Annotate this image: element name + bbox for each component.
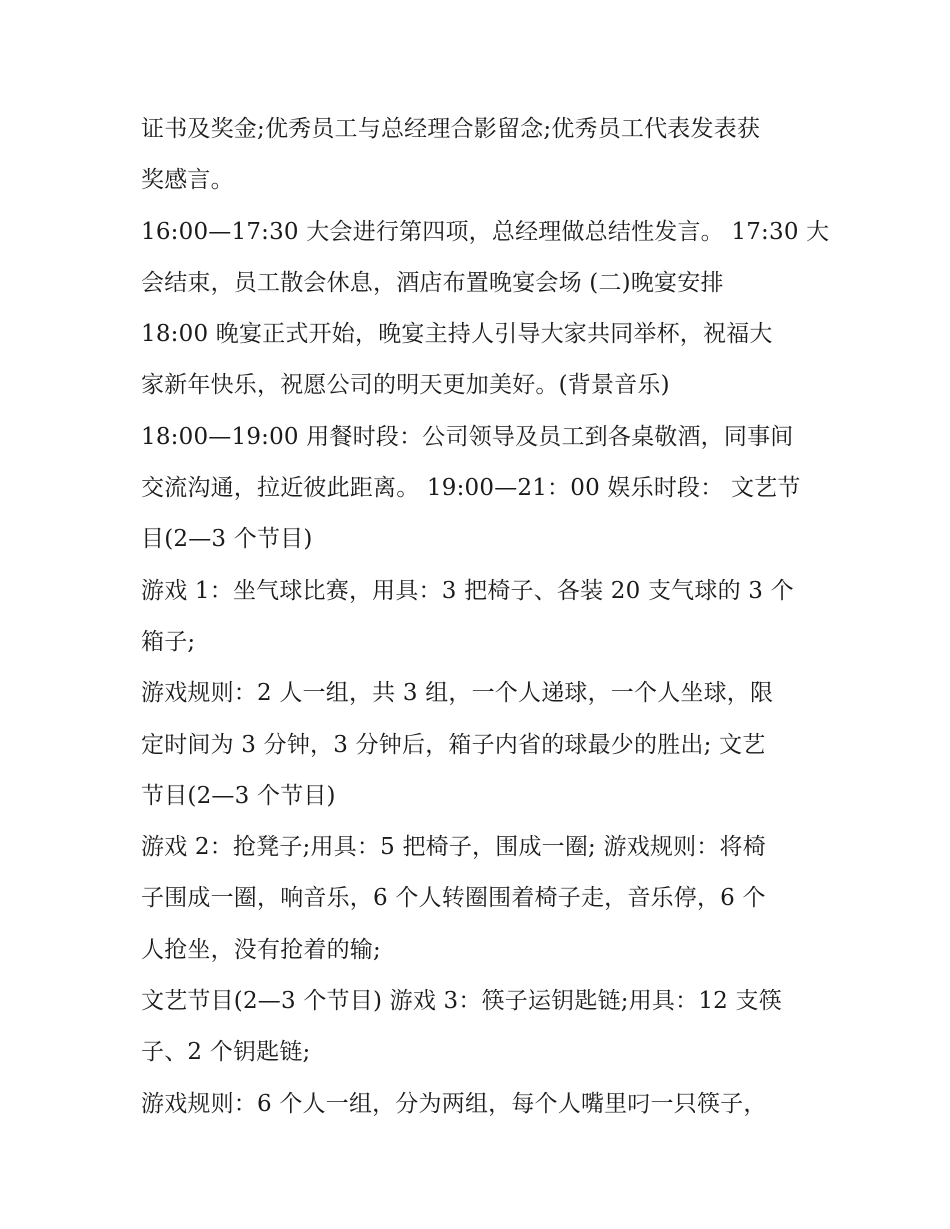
text-line: 文艺节目(2—3 个节目) 游戏 3：筷子运钥匙链;用具：12 支筷 <box>141 988 782 1015</box>
text-line: 游戏规则：6 个人一组，分为两组，每个人嘴里叼一只筷子， <box>141 1090 767 1117</box>
text-line: 家新年快乐，祝愿公司的明天更加美好。(背景音乐) <box>141 372 670 399</box>
text-line: 箱子; <box>141 628 196 655</box>
text-line: 18:00 晚宴正式开始，晚宴主持人引导大家共同举杯，祝福大 <box>141 321 773 348</box>
text-line: 节目(2—3 个节目) <box>141 782 336 809</box>
text-line: 16:00—17:30 大会进行第四项，总经理做总结性发言。 17:30 大 <box>141 218 830 245</box>
text-line: 18:00—19:00 用餐时段：公司领导及员工到各桌敬酒，同事间 <box>141 423 794 450</box>
text-line: 证书及奖金;优秀员工与总经理合影留念;优秀员工代表发表获 <box>141 116 761 142</box>
text-line: 游戏 1：坐气球比赛，用具：3 把椅子、各装 20 支气球的 3 个 <box>141 577 794 604</box>
text-line: 交流沟通，拉近彼此距离。 19:00—21：00 娱乐时段： 文艺节 <box>141 475 801 502</box>
text-line: 子、2 个钥匙链; <box>141 1039 311 1066</box>
text-line: 奖感言。 <box>141 167 234 194</box>
text-line: 人抢坐，没有抢着的输; <box>141 936 381 963</box>
document-body <box>141 104 830 1130</box>
text-line: 游戏规则：2 人一组，共 3 组，一个人递球，一个人坐球，限 <box>141 680 774 707</box>
text-line: 游戏 2：抢凳子;用具：5 把椅子，围成一圈; 游戏规则：将椅 <box>141 834 766 861</box>
text-line: 目(2—3 个节目) <box>141 526 313 553</box>
text-line: 定时间为 3 分钟，3 分钟后，箱子内省的球最少的胜出; 文艺 <box>141 731 766 758</box>
text-line: 子围成一圈，响音乐，6 个人转圈围着椅子走，音乐停，6 个 <box>141 885 766 912</box>
text-line: 会结束，员工散会休息，酒店布置晚宴会场 (二)晚宴安排 <box>141 269 724 296</box>
